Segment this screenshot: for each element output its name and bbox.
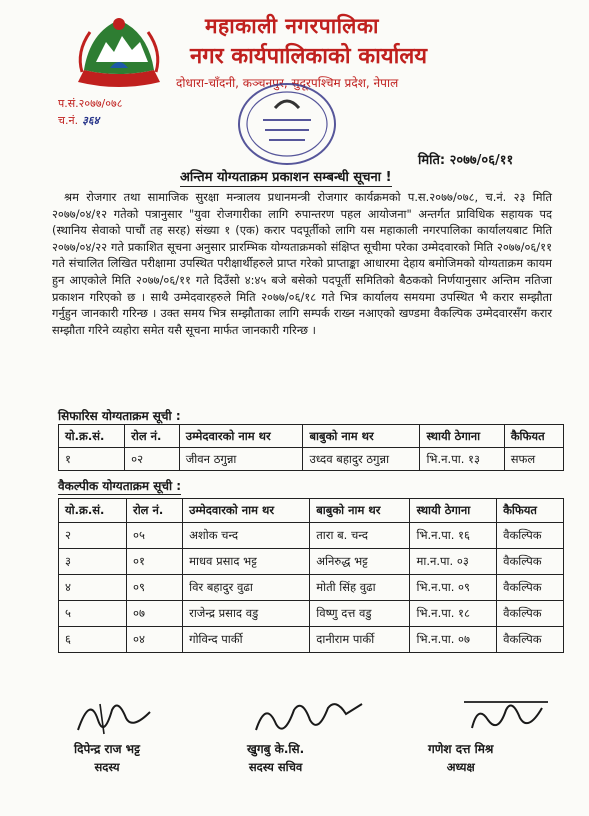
table-cell: विष्णु दत्त वडु [310, 601, 410, 627]
table-cell: वैकल्पिक [497, 523, 564, 549]
table-cell: उध्दव बहादुर ठगुन्ना [303, 448, 420, 471]
office-name: नगर कार्यपालिकाको कार्यालय [190, 44, 427, 69]
table-header-row [59, 499, 564, 523]
column-header: बाबुको नाम थर [310, 499, 410, 523]
org-name: महाकाली नगरपालिका [205, 14, 379, 38]
table-cell: ०२ [125, 448, 180, 471]
signatory-role: सदस्य [94, 760, 120, 774]
dispatch-value: ३६४ [82, 114, 100, 127]
column-header: उम्मेदवारको नाम थर [183, 499, 310, 523]
column-header: यो.क्र.सं. [59, 499, 127, 523]
table-cell: वैकल्पिक [497, 575, 564, 601]
dispatch-number [58, 113, 99, 128]
alternate-list-title: वैकल्पीक योग्यताक्रम सूची : [58, 479, 182, 493]
column-header: कैफियत [497, 499, 564, 523]
signature-mark-icon [70, 690, 160, 740]
dispatch-label: च.नं. [58, 114, 79, 127]
table-cell: ४ [59, 575, 127, 601]
notice-paragraph: श्रम रोजगार तथा सामाजिक सुरक्षा मन्त्रालय प्रधानमन्त्री रोजगार कार्यक्रमको प.स.२०७७/०७८, च.नं. २३ मिति २०७७/०४/१२ गतेको पत्रानुसार "युवा रोजगारीका लागि रुपान्तरण पहल आयोजना" अन्तर्गत प्राविधिक सहायक पद (स्थानिय सेवाको पाचौं तह सरह) संख्या १ (एक) करार पदपूर्तीको लागि यस महाकाली नगरपालिका कार्यालयबाट मिति २०७७/०४/२२ गते प्रकाशित सूचना अनुसार प्रारम्भिक योग्यताक्रमको संक्षिप्त सूचीमा परेका उम्मेदवारको मिति २०७७/०६/११ गते संचालित लिखित परीक्षामा उपस्थित परीक्षार्थीहरुले प्राप्त गरेको प्राप्ताङ्का आधारमा देहाय बमोजिमको योग्यताक्रम कायम हुन आएकोले मिति २०७७/०६/११ गते दिउँसो ४:४५ बजे बसेको पदपूर्ती समितिको बैठकको निर्णयानुसार अन्तिम नतिजा प्रकाशन गरिएको छ । साथै उम्मेदवारहरुले मिति २०७७/०६/१८ गते भित्र कार्यालय समयमा उपस्थित भै करार सम्झौता गर्नुहुन जानकारी गरिन्छ । उक्त समय भित्र सम्झौताका लागि सम्पर्क राख्न नआएको खण्डमा वैकल्पिक उम्मेदवारसँग करार सम्झौता गरिने व्यहोरा समेत यसै सूचना मार्फत जानकारी गरिन्छ । [52, 190, 552, 337]
table-cell: ६ [59, 627, 127, 653]
office-stamp-icon [235, 80, 340, 168]
signature-block-member [74, 740, 140, 775]
column-header: कैफियत [504, 425, 563, 448]
notice-body [52, 189, 552, 338]
table-cell: मोती सिंह वुढा [310, 575, 410, 601]
table-row [59, 523, 564, 549]
column-header: स्थायी ठेगाना [410, 499, 497, 523]
table-cell: ०७ [126, 601, 182, 627]
table-cell: गोविन्द पार्की [183, 627, 310, 653]
notice-subject: अन्तिम योग्यताक्रम प्रकाशन सम्बन्धी सूचना ! [180, 167, 392, 187]
column-header: स्थायी ठेगाना [420, 425, 504, 448]
table-cell: राजेन्द्र प्रसाद वडु [183, 601, 310, 627]
table-cell: ०४ [126, 627, 182, 653]
table-cell: मा.न.पा. ०३ [410, 549, 497, 575]
notice-date: मिति: २०७७/०६/११ [418, 153, 514, 168]
table-cell: भि.न.पा. ०७ [410, 627, 497, 653]
signature-block-secretary [247, 740, 304, 775]
table-row [59, 627, 564, 653]
signature-block-chair [428, 740, 493, 775]
table-cell: ३ [59, 549, 127, 575]
table-cell: विर बहादुर वुढा [183, 575, 310, 601]
table-cell: वैकल्पिक [497, 601, 564, 627]
table-cell: अशोक चन्द [183, 523, 310, 549]
column-header: रोल नं. [125, 425, 180, 448]
reference-number: प.सं.२०७७/०७८ [58, 97, 123, 110]
table-cell: १ [59, 448, 125, 471]
table-cell: ५ [59, 601, 127, 627]
table-row [59, 448, 564, 471]
table-row [59, 549, 564, 575]
nepal-emblem-icon [70, 12, 168, 90]
table-cell: ०५ [126, 523, 182, 549]
table-cell: वैकल्पिक [497, 627, 564, 653]
alternate-table [58, 498, 564, 653]
signature-mark-icon [458, 688, 554, 738]
office-address: दोधारा-चाँदनी, कञ्चनपुर, सुदूरपश्चिम प्रदेश, नेपाल [176, 76, 399, 90]
signature-mark-icon [250, 694, 370, 740]
signatory-name: दिपेन्द्र राज भट्ट [74, 742, 140, 756]
table-cell: ०१ [126, 549, 182, 575]
table-header-row [59, 425, 564, 448]
table-cell: २ [59, 523, 127, 549]
signatory-role: सदस्य सचिव [248, 760, 303, 774]
table-cell: भि.न.पा. १६ [410, 523, 497, 549]
recommended-table [58, 424, 564, 471]
column-header: उम्मेदवारको नाम थर [179, 425, 303, 448]
table-cell: भि.न.पा. १८ [410, 601, 497, 627]
signatory-name: गणेश दत्त मिश्र [428, 742, 494, 756]
table-cell: भि.न.पा. ०९ [410, 575, 497, 601]
table-cell: अनिरुद्ध भट्ट [310, 549, 410, 575]
signatory-name: खुगबु के.सि. [247, 742, 305, 756]
table-cell: भि.न.पा. १३ [420, 448, 504, 471]
table-cell: सफल [504, 448, 563, 471]
table-cell: दानीराम पार्की [310, 627, 410, 653]
recommended-list-title: सिफारिस योग्यताक्रम सूची : [58, 409, 181, 423]
column-header: रोल नं. [126, 499, 182, 523]
table-cell: जीवन ठगुन्ना [179, 448, 303, 471]
table-cell: ०९ [126, 575, 182, 601]
column-header: बाबुको नाम थर [303, 425, 420, 448]
signatory-role: अध्यक्ष [446, 760, 475, 774]
table-cell: माधव प्रसाद भट्ट [183, 549, 310, 575]
table-cell: तारा ब. चन्द [310, 523, 410, 549]
table-row [59, 575, 564, 601]
column-header: यो.क्र.सं. [59, 425, 125, 448]
table-row [59, 601, 564, 627]
table-cell: वैकल्पिक [497, 549, 564, 575]
